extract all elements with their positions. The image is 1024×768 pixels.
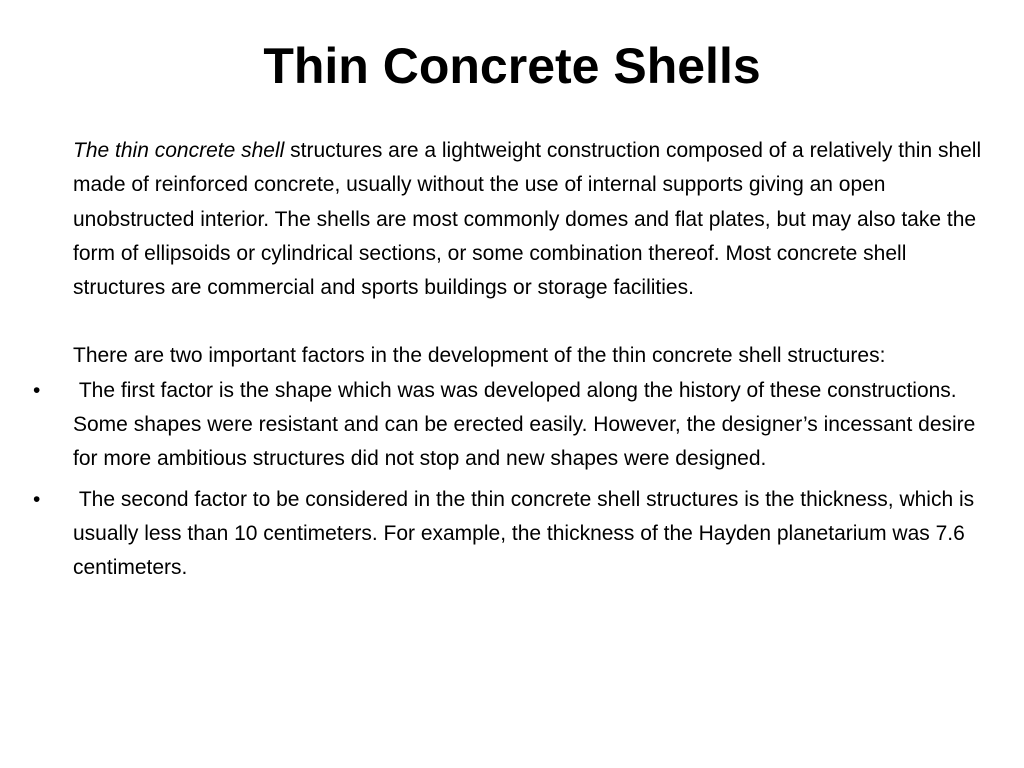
intro-paragraph — [73, 134, 993, 305]
bullet-icon: • — [33, 378, 41, 402]
list-item — [33, 483, 993, 586]
factors-intro-paragraph: There are two important factors in the development of the thin concrete shell structures: — [73, 344, 886, 368]
slide-title: Thin Concrete Shells — [263, 38, 761, 94]
bullet-text: The first factor is the shape which was was developed along the history of these constructions. Some shapes were resistant and can be erected easily. However, the designer’s incessant desire for more ambitious structures did not stop and new shapes were designed. — [73, 378, 976, 471]
bullet-text: The second factor to be considered in the thin concrete shell structures is the thickness, which is usually less than 10 centimeters. For example, the thickness of the Hayden planetarium was 7.6 centimeters. — [73, 487, 975, 580]
bullet-icon: • — [33, 487, 41, 511]
slide-body — [33, 134, 993, 586]
list-item — [33, 374, 993, 477]
factors-list — [33, 374, 993, 586]
intro-italic-lead: The thin concrete shell — [73, 139, 285, 162]
intro-text: structures are a lightweight construction composed of a relatively thin shell made of reinforced concrete, usually without the use of internal supports giving an open unobstructed interior. The shells are most commonly domes and flat plates, but may also take the form of ellipsoids or cylindrical sections, or some combination thereof. Most concrete shell structures are commercial and sports buildings or storage facilities. — [73, 139, 982, 300]
